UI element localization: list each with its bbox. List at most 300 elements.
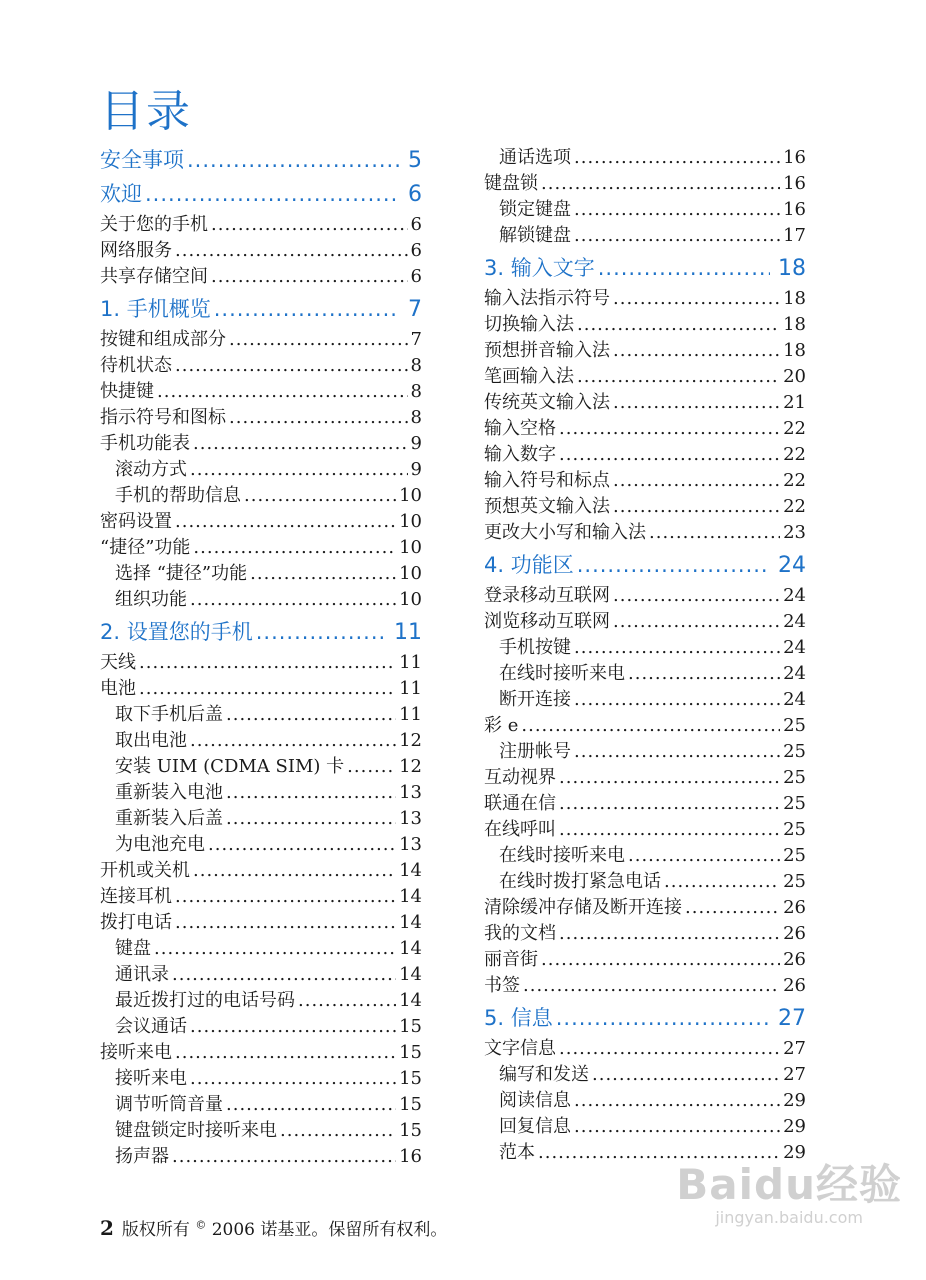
toc-entry-title: 丽音街 (484, 949, 538, 970)
toc-dot-leader (193, 431, 408, 457)
toc-page-number: 16 (399, 1146, 422, 1167)
toc-entry-title: 调节听筒音量 (115, 1094, 223, 1115)
toc-section (484, 171, 806, 197)
toc-dot-leader (559, 921, 780, 947)
toc-page-number: 25 (783, 767, 806, 788)
toc-page-number: 5 (408, 148, 422, 173)
toc-dot-leader (664, 869, 780, 895)
toc-section (484, 609, 806, 635)
toc-dot-leader (541, 947, 780, 973)
toc-page-number: 15 (399, 1042, 422, 1063)
toc-entry-title: 通话选项 (499, 147, 571, 168)
toc-entry-title: 取下手机后盖 (115, 704, 223, 725)
watermark-logo: Baidu经验 (676, 1160, 902, 1209)
toc-entry-title: 彩 e (484, 715, 519, 736)
toc-dot-leader (244, 483, 396, 509)
toc-section (484, 390, 806, 416)
toc-entry-title: 重新装入后盖 (115, 808, 223, 829)
toc-dot-leader (613, 286, 780, 312)
toc-entry-title: 通讯录 (115, 964, 169, 985)
toc-dot-leader (226, 806, 396, 832)
toc-page-number: 8 (410, 355, 422, 376)
toc-page-number: 27 (783, 1038, 806, 1059)
toc-dot-leader (256, 617, 386, 647)
toc-section (100, 535, 422, 561)
toc-entry-title: 关于您的手机 (100, 214, 208, 235)
toc-page-number: 13 (399, 782, 422, 803)
toc-section (484, 713, 806, 739)
toc-dot-leader (521, 713, 780, 739)
toc-entry-title: 扬声器 (115, 1146, 169, 1167)
toc-page-number: 20 (783, 366, 806, 387)
toc-entry-title: 手机功能表 (100, 433, 190, 454)
toc-entry-title: 按键和组成部分 (100, 329, 226, 350)
toc-dot-leader (172, 962, 396, 988)
toc-entry-title: 组织功能 (115, 589, 187, 610)
toc-subsection (100, 962, 422, 988)
toc-entry-title: 在线呼叫 (484, 819, 556, 840)
toc-dot-leader (190, 728, 396, 754)
toc-subsection (484, 223, 806, 249)
toc-entry-title: 手机的帮助信息 (115, 485, 241, 506)
toc-section (100, 264, 422, 290)
toc-entry-title: 键盘锁 (484, 173, 538, 194)
toc-page-number: 26 (783, 923, 806, 944)
toc-chapter-heading (100, 179, 422, 209)
toc-dot-leader (193, 535, 396, 561)
toc-section (100, 212, 422, 238)
toc-page-number: 29 (783, 1142, 806, 1163)
toc-page-number: 8 (410, 407, 422, 428)
toc-page-number: 24 (778, 553, 806, 578)
toc-entry-title: 预想英文输入法 (484, 496, 610, 517)
toc-page-number: 8 (410, 381, 422, 402)
toc-dot-leader (628, 843, 780, 869)
toc-section (484, 468, 806, 494)
toc-entry-title: “捷径”功能 (100, 537, 191, 558)
toc-entry-title: 拨打电话 (100, 912, 172, 933)
toc-page-number: 17 (783, 225, 806, 246)
toc-dot-leader (145, 179, 400, 209)
toc-dot-leader (229, 405, 408, 431)
toc-entry-title: 4. 功能区 (484, 553, 574, 577)
toc-section (484, 338, 806, 364)
toc-dot-leader (574, 739, 780, 765)
toc-dot-leader (347, 754, 396, 780)
toc-subsection (100, 754, 422, 780)
toc-page-number: 12 (399, 756, 422, 777)
toc-page-number: 14 (399, 990, 422, 1011)
toc-entry-title: 3. 输入文字 (484, 256, 595, 280)
toc-entry-title: 快捷键 (100, 381, 154, 402)
toc-dot-leader (574, 1114, 780, 1140)
toc-page-number: 18 (783, 288, 806, 309)
toc-subsection (484, 843, 806, 869)
toc-dot-leader (139, 676, 396, 702)
toc-subsection (100, 483, 422, 509)
toc-subsection (100, 936, 422, 962)
toc-dot-leader (175, 910, 396, 936)
copyright-symbol: © (195, 1218, 207, 1232)
toc-entry-title: 输入空格 (484, 418, 556, 439)
toc-dot-leader (175, 884, 396, 910)
toc-subsection (100, 1144, 422, 1170)
toc-dot-leader (190, 587, 396, 613)
toc-entry-title: 输入符号和标点 (484, 470, 610, 491)
toc-section (100, 650, 422, 676)
toc-page-number: 10 (399, 589, 422, 610)
toc-entry-title: 清除缓冲存储及断开连接 (484, 897, 682, 918)
toc-dot-leader (280, 1118, 396, 1144)
toc-section (100, 327, 422, 353)
toc-dot-leader (229, 327, 408, 353)
toc-section (484, 520, 806, 546)
toc-page-number: 27 (778, 1006, 806, 1031)
toc-dot-leader (613, 494, 780, 520)
toc-entry-title: 接听来电 (115, 1068, 187, 1089)
toc-entry-title: 键盘锁定时接听来电 (115, 1120, 277, 1141)
toc-section (484, 583, 806, 609)
toc-section (484, 416, 806, 442)
toc-dot-leader (559, 817, 780, 843)
toc-section (484, 1036, 806, 1062)
toc-section (484, 947, 806, 973)
toc-entry-title: 网络服务 (100, 240, 172, 261)
toc-dot-leader (613, 583, 780, 609)
toc-section (100, 676, 422, 702)
toc-section (484, 791, 806, 817)
toc-entry-title: 在线时拨打紧急电话 (499, 871, 661, 892)
toc-section (100, 431, 422, 457)
toc-dot-leader (226, 702, 396, 728)
toc-dot-leader (211, 212, 408, 238)
toc-subsection (100, 728, 422, 754)
toc-subsection (100, 702, 422, 728)
toc-page-number: 12 (399, 730, 422, 751)
toc-subsection (100, 561, 422, 587)
toc-dot-leader (211, 264, 408, 290)
toc-page-number: 11 (394, 620, 422, 645)
toc-entry-title: 互动视界 (484, 767, 556, 788)
toc-entry-title: 连接耳机 (100, 886, 172, 907)
toc-dot-leader (190, 1014, 396, 1040)
toc-dot-leader (559, 791, 780, 817)
toc-dot-leader (157, 379, 408, 405)
toc-page-number: 24 (783, 663, 806, 684)
toc-dot-leader (226, 780, 396, 806)
toc-dot-leader (559, 416, 780, 442)
toc-dot-leader (577, 550, 770, 580)
toc-section (484, 895, 806, 921)
toc-subsection (484, 739, 806, 765)
toc-section (484, 765, 806, 791)
toc-entry-title: 输入法指示符号 (484, 288, 610, 309)
toc-entry-title: 为电池充电 (115, 834, 205, 855)
toc-page-number: 15 (399, 1120, 422, 1141)
toc-page-number: 16 (783, 199, 806, 220)
toc-dot-leader (628, 661, 780, 687)
toc-subsection (484, 661, 806, 687)
toc-page-number: 25 (783, 819, 806, 840)
toc-page-number: 29 (783, 1116, 806, 1137)
toc-page-number: 14 (399, 912, 422, 933)
toc-page-number: 7 (410, 329, 422, 350)
toc-page-number: 22 (783, 496, 806, 517)
toc-dot-leader (190, 1066, 396, 1092)
toc-dot-leader (613, 338, 780, 364)
toc-dot-leader (172, 1144, 396, 1170)
toc-page-number: 14 (399, 860, 422, 881)
toc-section (484, 442, 806, 468)
toc-dot-leader (577, 312, 780, 338)
toc-dot-leader (556, 1003, 770, 1033)
toc-page-number: 18 (783, 314, 806, 335)
toc-section (484, 364, 806, 390)
toc-dot-leader (298, 988, 396, 1014)
toc-entry-title: 接听来电 (100, 1042, 172, 1063)
toc-dot-leader (613, 468, 780, 494)
toc-dot-leader (250, 561, 396, 587)
toc-section (484, 973, 806, 999)
toc-page-number: 14 (399, 964, 422, 985)
toc-page-number: 24 (783, 611, 806, 632)
toc-dot-leader (649, 520, 780, 546)
toc-entry-title: 在线时接听来电 (499, 663, 625, 684)
toc-subsection (100, 780, 422, 806)
toc-page-number: 26 (783, 949, 806, 970)
toc-subsection (484, 1114, 806, 1140)
toc-entry-title: 浏览移动互联网 (484, 611, 610, 632)
toc-entry-title: 范本 (499, 1142, 535, 1163)
footer-copyright-year: 2006 诺基亚。保留所有权利。 (211, 1220, 448, 1240)
toc-dot-leader (577, 364, 780, 390)
toc-dot-leader (598, 253, 770, 283)
toc-dot-leader (574, 687, 780, 713)
toc-subsection (100, 1066, 422, 1092)
toc-dot-leader (523, 973, 780, 999)
toc-dot-leader (187, 145, 400, 175)
toc-entry-title: 断开连接 (499, 689, 571, 710)
toc-page-number: 6 (410, 214, 422, 235)
toc-dot-leader (226, 1092, 396, 1118)
toc-entry-title: 共享存储空间 (100, 266, 208, 287)
toc-entry-title: 欢迎 (100, 182, 142, 206)
toc-entry-title: 预想拼音输入法 (484, 340, 610, 361)
toc-entry-title: 2. 设置您的手机 (100, 620, 253, 644)
toc-page-number: 11 (399, 652, 422, 673)
toc-subsection (100, 1118, 422, 1144)
toc-chapter-heading (100, 294, 422, 324)
page-footer (100, 1215, 447, 1240)
footer-page-number: 2 (100, 1216, 114, 1240)
toc-entry-title: 天线 (100, 652, 136, 673)
toc-section (100, 884, 422, 910)
toc-section (484, 494, 806, 520)
toc-entry-title: 输入数字 (484, 444, 556, 465)
toc-page-number: 11 (399, 704, 422, 725)
toc-page-number: 23 (783, 522, 806, 543)
toc-section (100, 353, 422, 379)
baidu-jingyan-watermark (676, 1162, 902, 1228)
toc-entry-title: 手机按键 (499, 637, 571, 658)
toc-entry-title: 回复信息 (499, 1116, 571, 1137)
toc-page-number: 6 (410, 240, 422, 261)
toc-subsection (100, 457, 422, 483)
toc-entry-title: 待机状态 (100, 355, 172, 376)
toc-section (100, 1040, 422, 1066)
toc-entry-title: 1. 手机概览 (100, 297, 211, 321)
toc-section (100, 509, 422, 535)
toc-chapter-heading (484, 1003, 806, 1033)
toc-page-number: 18 (778, 256, 806, 281)
toc-entry-title: 文字信息 (484, 1038, 556, 1059)
toc-entry-title: 传统英文输入法 (484, 392, 610, 413)
toc-entry-title: 选择 “捷径”功能 (115, 563, 248, 584)
toc-page-number: 22 (783, 470, 806, 491)
toc-dot-leader (175, 1040, 396, 1066)
toc-entry-title: 笔画输入法 (484, 366, 574, 387)
toc-subsection (100, 587, 422, 613)
toc-entry-title: 切换输入法 (484, 314, 574, 335)
toc-section (100, 405, 422, 431)
toc-entry-title: 解锁键盘 (499, 225, 571, 246)
toc-page-number: 25 (783, 871, 806, 892)
toc-page-number: 24 (783, 689, 806, 710)
toc-page-number: 13 (399, 834, 422, 855)
toc-dot-leader (559, 765, 780, 791)
toc-page-number: 6 (408, 182, 422, 207)
toc-entry-title: 密码设置 (100, 511, 172, 532)
toc-dot-leader (154, 936, 396, 962)
toc-chapter-heading (484, 550, 806, 580)
toc-dot-leader (193, 858, 396, 884)
toc-right-column (484, 145, 806, 1166)
toc-subsection (484, 687, 806, 713)
toc-entry-title: 开机或关机 (100, 860, 190, 881)
toc-page-number: 25 (783, 845, 806, 866)
toc-dot-leader (685, 895, 780, 921)
toc-entry-title: 安全事项 (100, 148, 184, 172)
toc-chapter-heading (100, 145, 422, 175)
toc-page-number: 27 (783, 1064, 806, 1085)
toc-subsection (100, 988, 422, 1014)
toc-entry-title: 登录移动互联网 (484, 585, 610, 606)
toc-entry-title: 注册帐号 (499, 741, 571, 762)
toc-dot-leader (574, 145, 780, 171)
toc-subsection (100, 1092, 422, 1118)
toc-section (100, 858, 422, 884)
toc-page-number: 7 (408, 297, 422, 322)
watermark-url: jingyan.baidu.com (715, 1208, 863, 1227)
toc-page-number: 11 (399, 678, 422, 699)
toc-entry-title: 阅读信息 (499, 1090, 571, 1111)
toc-dot-leader (574, 1088, 780, 1114)
toc-entry-title: 电池 (100, 678, 136, 699)
toc-entry-title: 安装 UIM (CDMA SIM) 卡 (115, 756, 345, 777)
toc-page-number: 29 (783, 1090, 806, 1111)
toc-page-number: 15 (399, 1068, 422, 1089)
toc-entry-title: 取出电池 (115, 730, 187, 751)
toc-subsection (100, 806, 422, 832)
toc-entry-title: 更改大小写和输入法 (484, 522, 646, 543)
toc-page-number: 25 (783, 741, 806, 762)
toc-page-number: 22 (783, 418, 806, 439)
toc-section (484, 817, 806, 843)
toc-entry-title: 锁定键盘 (499, 199, 571, 220)
toc-section (484, 312, 806, 338)
toc-page-number: 16 (783, 173, 806, 194)
toc-section (484, 921, 806, 947)
toc-dot-leader (175, 238, 408, 264)
toc-page-number: 21 (783, 392, 806, 413)
toc-page-number: 10 (399, 485, 422, 506)
toc-page-number: 14 (399, 886, 422, 907)
toc-entry-title: 我的文档 (484, 923, 556, 944)
toc-entry-title: 滚动方式 (115, 459, 187, 480)
toc-dot-leader (190, 457, 408, 483)
toc-page-number: 24 (783, 637, 806, 658)
toc-section (100, 910, 422, 936)
toc-entry-title: 书签 (484, 975, 520, 996)
toc-chapter-heading (100, 617, 422, 647)
toc-section (100, 238, 422, 264)
toc-page-number: 16 (783, 147, 806, 168)
toc-dot-leader (613, 390, 780, 416)
toc-left-column (100, 145, 422, 1170)
toc-entry-title: 最近拨打过的电话号码 (115, 990, 295, 1011)
toc-dot-leader (613, 609, 780, 635)
toc-dot-leader (574, 223, 780, 249)
toc-entry-title: 重新装入电池 (115, 782, 223, 803)
toc-page-number: 25 (783, 793, 806, 814)
toc-subsection (484, 145, 806, 171)
toc-entry-title: 编写和发送 (499, 1064, 589, 1085)
toc-page-number: 14 (399, 938, 422, 959)
toc-dot-leader (574, 635, 780, 661)
page-title: 目录 (100, 86, 192, 137)
toc-entry-title: 指示符号和图标 (100, 407, 226, 428)
toc-section (484, 286, 806, 312)
toc-page-number: 10 (399, 563, 422, 584)
toc-section (100, 379, 422, 405)
toc-page-number: 26 (783, 897, 806, 918)
toc-subsection (484, 1062, 806, 1088)
toc-page-number: 10 (399, 511, 422, 532)
toc-page-number: 15 (399, 1016, 422, 1037)
toc-dot-leader (559, 1036, 780, 1062)
toc-page-number: 9 (410, 433, 422, 454)
toc-dot-leader (214, 294, 400, 324)
toc-subsection (100, 1014, 422, 1040)
toc-subsection (484, 635, 806, 661)
toc-dot-leader (541, 171, 780, 197)
toc-entry-title: 会议通话 (115, 1016, 187, 1037)
toc-dot-leader (139, 650, 396, 676)
toc-page-number: 13 (399, 808, 422, 829)
toc-entry-title: 5. 信息 (484, 1006, 553, 1030)
toc-page-number: 24 (783, 585, 806, 606)
toc-page-number: 9 (410, 459, 422, 480)
toc-dot-leader (175, 353, 408, 379)
toc-dot-leader (592, 1062, 780, 1088)
footer-copyright-text: 版权所有 (121, 1220, 190, 1240)
toc-page-number: 25 (783, 715, 806, 736)
toc-entry-title: 键盘 (115, 938, 151, 959)
toc-page-number: 6 (410, 266, 422, 287)
toc-dot-leader (574, 197, 780, 223)
toc-page-number: 26 (783, 975, 806, 996)
toc-dot-leader (208, 832, 396, 858)
